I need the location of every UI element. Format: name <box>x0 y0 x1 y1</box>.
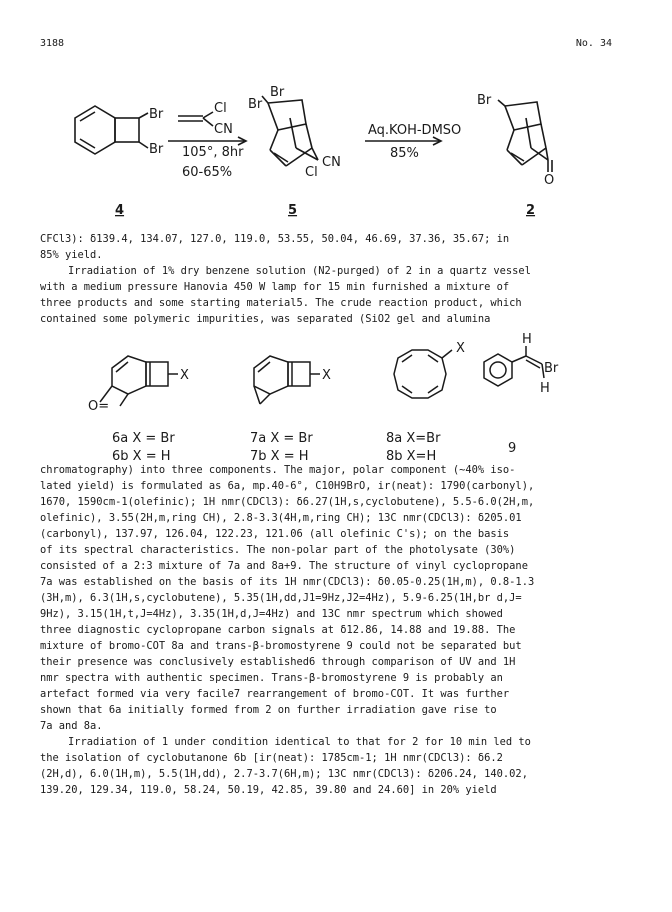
compound-label-6b: 6b X = H <box>112 449 171 460</box>
hydrogen-label: H <box>522 332 532 347</box>
text-line: 7a and 8a. <box>40 720 103 732</box>
text-line: with a medium pressure Hanovia 450 W lamp for 15 min furnished a mixture of <box>40 281 510 293</box>
bromine-label: Br <box>270 85 285 100</box>
substituent-x-label: X <box>322 368 331 383</box>
text-line: chromatography) into three components. The major, polar component (~40% iso- <box>40 464 516 476</box>
text-line: 1670, 1590cm-1(olefinic); 1H nmr(CDCl3): δ6.27(1H,s,cyclobutene), 5.5-6.0(2H,m, <box>40 496 535 508</box>
compound-label-7a: 7a X = Br <box>250 431 313 446</box>
text-line: 85% yield. <box>40 249 103 261</box>
compound-7-structure <box>254 356 320 404</box>
yield-1: 60-65% <box>182 165 233 180</box>
bromine-label: Br <box>248 97 263 112</box>
text-line: 139.20, 129.34, 119.0, 58.24, 50.19, 42.85, 39.80 and 24.60] in 20% yield <box>40 784 497 796</box>
text-line: consisted of a 2:3 mixture of 7a and 8a+9. The structure of vinyl cyclopropane <box>40 560 528 572</box>
text-line: three products and some starting material5. The crude reaction product, which <box>40 297 522 309</box>
chloro-label: Cl <box>305 165 318 180</box>
text-line: mixture of bromo-COT 8a and trans-β-bromostyrene 9 could not be separated but <box>40 640 522 652</box>
text-line: contained some polymeric impurities, was separated (SiO2 gel and alumina <box>40 313 491 325</box>
text-line: their presence was conclusively established6 through comparison of UV and 1H <box>40 656 516 668</box>
text-line: (3H,m), 6.3(1H,s,cyclobutene), 5.35(1H,dd,J1=9Hz,J2=4Hz), 5.9-6.25(1H,br d,J= <box>40 592 522 604</box>
text-line: lated yield) is formulated as 6a, mp.40-6°, C10H9BrO, ir(neat): 1790(carbonyl), <box>40 480 535 492</box>
text-line: (2H,d), 6.0(1H,m), 5.5(1H,dd), 2.7-3.7(6H,m); 13C nmr(CDCl3): δ206.24, 140.02, <box>40 768 528 780</box>
yield-2: 85% <box>390 146 419 161</box>
compound-label-6a: 6a X = Br <box>112 431 175 446</box>
text-line: shown that 6a initially formed from 2 on further irradiation gave rise to <box>40 704 497 716</box>
nitrile-label: CN <box>322 155 341 170</box>
reagent-nitrile-label: CN <box>214 122 233 137</box>
oxygen-label: O <box>544 173 555 188</box>
substituent-x-label: X <box>456 341 465 356</box>
compound-label-8a: 8a X=Br <box>386 431 441 446</box>
bromine-label: Br <box>544 361 559 376</box>
compound-label-4: 4 <box>115 203 125 218</box>
hydrogen-label: H <box>540 381 550 396</box>
page-number: 3188 <box>40 38 65 49</box>
conditions-2: Aq.KOH-DMSO <box>368 123 462 138</box>
compound-label-5: 5 <box>288 203 298 218</box>
text-line: of its spectral characteristics. The non-polar part of the photolysate (30%) <box>40 544 516 556</box>
text-line: olefinic), 3.55(2H,m,ring CH), 2.8-3.3(4H,m,ring CH); 13C nmr(CDCl3): δ205.01 <box>40 512 522 524</box>
compound-label-2: 2 <box>526 203 536 218</box>
bromine-label: Br <box>477 93 492 108</box>
bromine-label: Br <box>149 107 164 122</box>
compound-8-structure <box>394 350 452 398</box>
reagent-chloro-label: Cl <box>214 101 227 116</box>
text-line: the isolation of cyclobutanone 6b [ir(neat): 1785cm-1; 1H nmr(CDCl3): δ6.2 <box>40 752 503 764</box>
journal-issue: No. 34 <box>575 38 612 49</box>
text-line: CFCl3): δ139.4, 134.07, 127.0, 119.0, 53.55, 50.04, 46.69, 37.36, 35.67; in <box>40 233 510 245</box>
text-line: Irradiation of 1% dry benzene solution (N2-purged) of 2 in a quartz vessel <box>68 265 531 277</box>
text-line: (carbonyl), 137.97, 126.04, 122.23, 121.06 (all olefinic C's); on the basis <box>40 528 510 540</box>
text-line: three diagnostic cyclopropane carbon signals at δ12.86, 14.88 and 19.88. The <box>40 624 516 636</box>
text-line: Irradiation of 1 under condition identical to that for 2 for 10 min led to <box>68 736 531 748</box>
carbonyl-label: O= <box>88 399 110 414</box>
bromine-label: Br <box>149 142 164 157</box>
compound-9-structure <box>484 346 544 386</box>
text-line: 7a was established on the basis of its 1H nmr(CDCl3): δ0.05-0.25(1H,m), 0.8-1.3 <box>40 576 535 588</box>
compound-label-7b: 7b X = H <box>250 449 309 460</box>
compound-6-structure <box>100 356 178 406</box>
compound-label-9: 9 <box>508 441 517 456</box>
text-line: artefact formed via very facile7 rearrangement of bromo-COT. It was further <box>40 688 510 700</box>
text-line: 9Hz), 3.15(1H,t,J=4Hz), 3.35(1H,d,J=4Hz) and 13C nmr spectrum which showed <box>40 608 503 620</box>
compound-label-8b: 8b X=H <box>386 449 437 460</box>
paragraph-b <box>40 462 640 798</box>
text-line: nmr spectra with authentic specimen. Trans-β-bromostyrene 9 is probably an <box>40 672 503 684</box>
conditions-1: 105°, 8hr <box>182 145 244 160</box>
substituent-x-label: X <box>180 368 189 383</box>
